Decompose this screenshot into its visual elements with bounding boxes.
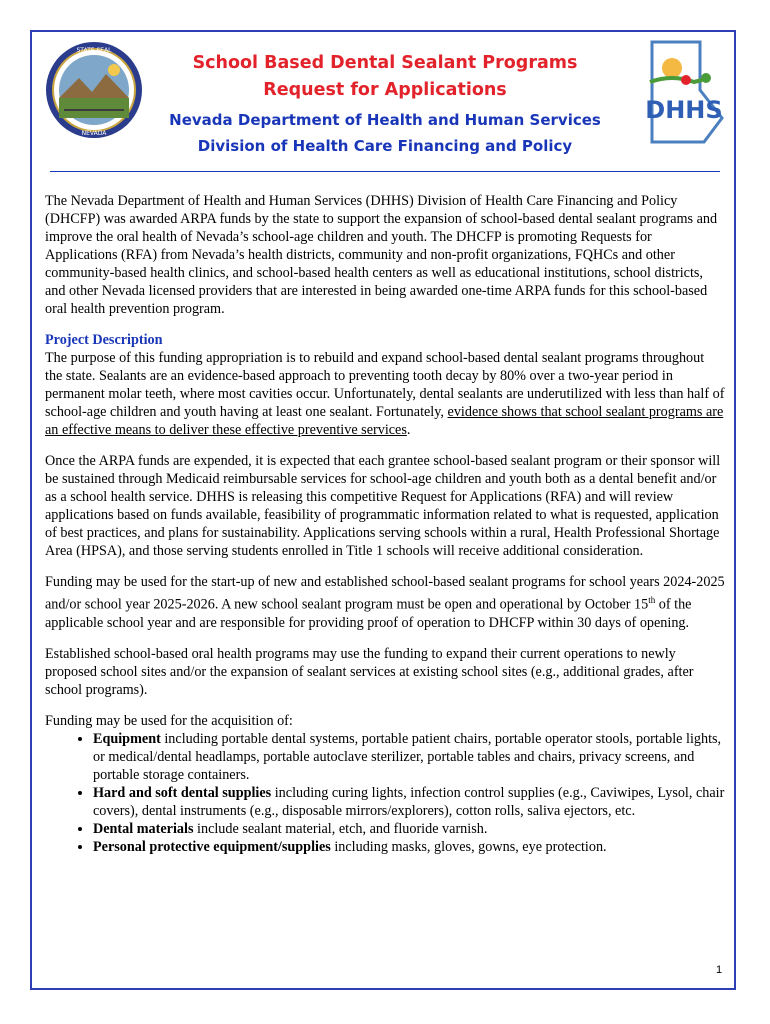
- project-description-heading: Project Description: [45, 332, 163, 348]
- document-title: School Based Dental Sealant Programs: [192, 53, 578, 73]
- list-item-text: including portable dental systems, portable patient chairs, portable operator stools, portable lights, or medical/dental headlamps, portable autoclave sterilizer, portable tables and chairs, privacy screens, and portable storage containers.: [93, 730, 722, 783]
- svg-text:NEVADA: NEVADA: [81, 130, 107, 137]
- project-paragraph-1: The purpose of this funding appropriation is to rebuild and expand school-based dental sealant programs throughout the state. Sealants are an evidence-based approach to preventing tooth decay by 80% over a two-year period in permanent molar teeth, where most cavities occur. Unfortunately, dental sealants are underutilized with less than half of school-age children and youth having at least one sealant. Fortunately,: [45, 350, 725, 420]
- list-item-bold: Personal protective equipment/supplies: [93, 838, 331, 855]
- document-subtitle: Request for Applications: [263, 80, 507, 100]
- title-block: [150, 50, 620, 159]
- nevada-state-seal-icon: [44, 40, 144, 140]
- department-name: Nevada Department of Health and Human Services: [169, 111, 601, 129]
- svg-text:DHHS: DHHS: [645, 96, 723, 124]
- list-item-bold: Dental materials: [93, 820, 194, 837]
- list-item-bold: Hard and soft dental supplies: [93, 784, 272, 801]
- division-name: Division of Health Care Financing and Policy: [197, 137, 573, 155]
- list-item: [93, 784, 725, 820]
- project-description-section: [45, 331, 725, 439]
- document-body: [45, 192, 725, 856]
- p3-superscript: th: [648, 595, 656, 605]
- list-item-text: include sealant material, etch, and fluoride varnish.: [193, 820, 488, 837]
- list-item-bold: Equipment: [93, 730, 161, 747]
- project-paragraph-4: Established school-based oral health programs may use the funding to expand their current operations to newly proposed school sites and/or the expansion of sealant services at existing school sites (e.g., additional grades, after school programs).: [45, 645, 694, 698]
- list-item: [93, 838, 725, 856]
- funding-list-intro: Funding may be used for the acquisition of:: [45, 712, 293, 729]
- p3-end: of the applicable school year and are responsible for providing proof of operation to DHCFP within 30 days of opening.: [45, 596, 692, 631]
- page-number: 1: [716, 964, 723, 976]
- intro-paragraph: The Nevada Department of Health and Human Services (DHHS) Division of Health Care Financing and Policy (DHCFP) was awarded ARPA funds by the state to support the expansion of school-based dental sealant programs and improve the oral health of Nevada’s school-age children and youth. The DHCFP is promoting Requests for Applications (RFA) from Nevada’s health districts, community and non-profit organizations, FQHCs and other community-based health clinics, and school-based health centers as well as educational institutions, school districts, and other Nevada licensed providers that are interested in being awarded one-time ARPA funds for this school-based oral health prevention program.: [45, 193, 718, 317]
- list-item: [93, 730, 725, 784]
- evidence-link[interactable]: evidence shows that school sealant programs are an effective means to deliver these effective preventive services: [45, 404, 724, 438]
- header-divider: [50, 171, 720, 172]
- list-item-text: including curing lights, infection control supplies (e.g., Caviwipes, Lysol, chair covers), dental instruments (e.g., disposable mirrors/explorers), cotton rolls, saliva ejectors, etc.: [93, 784, 725, 819]
- funding-list: [45, 730, 725, 856]
- p3-start: Funding may be used for the start-up of new and established school-based sealant programs for school years 2024-2025 and/or school year 2025-2026. A new school sealant program must be open and operational by October 15: [45, 574, 725, 613]
- project-paragraph-2: Once the ARPA funds are expended, it is expected that each grantee school-based sealant program or their sponsor will be sustained through Medicaid reimbursable services for school-age children and youth both as a dental benefit and/or as a school health service. DHHS is releasing this competitive Request for Applications (RFA) and will review applications based on funds available, feasibility of programmatic information related to what is requested, application of best practices, and plans for sustainability. Applications serving schools within a rural, Health Professional Shortage Area (HPSA), and those serving students enrolled in Title 1 schools will receive additional consideration.: [45, 453, 721, 559]
- project-paragraph-3: [45, 573, 725, 632]
- list-item: [93, 820, 725, 838]
- list-item-text: including masks, gloves, gowns, eye protection.: [330, 838, 607, 855]
- svg-text:STATE SEAL: STATE SEAL: [76, 47, 112, 54]
- dhhs-logo-icon: [642, 40, 726, 144]
- project-paragraph-1-end: .: [406, 422, 411, 438]
